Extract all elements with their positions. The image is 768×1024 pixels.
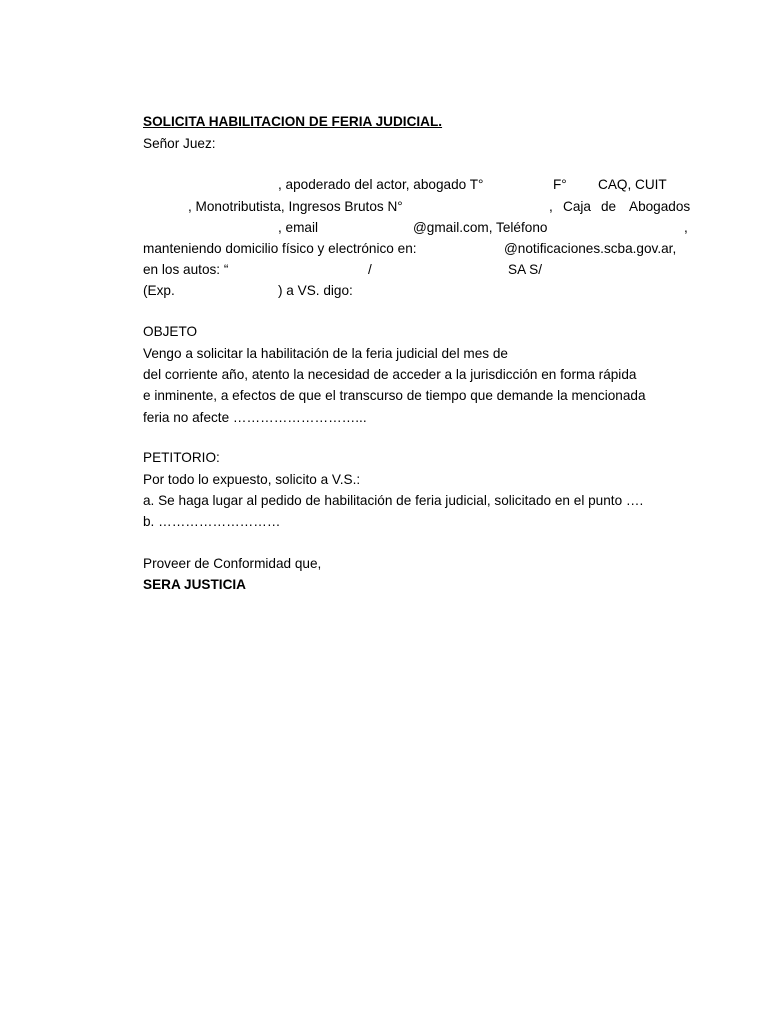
intro-line2-part2: , <box>549 199 553 214</box>
objeto-line-1: Vengo a solicitar la habilitación de la feria judicial del mes de <box>143 346 508 361</box>
intro-line6-part2: ) a VS. digo: <box>278 283 353 298</box>
closing-line-1: Proveer de Conformidad que, <box>143 556 322 571</box>
intro-line5-part3: SA S/ <box>508 262 543 277</box>
intro-line3-part2: @gmail.com, Teléfono <box>413 220 548 235</box>
intro-line5-part1: en los autos: “ <box>143 262 229 277</box>
intro-line6-part1: (Exp. <box>143 283 175 298</box>
intro-line5-part2: / <box>368 262 372 277</box>
document-title: SOLICITA HABILITACION DE FERIA JUDICIAL. <box>143 114 443 129</box>
salutation: Señor Juez: <box>143 136 216 151</box>
petitorio-heading: PETITORIO: <box>143 450 220 465</box>
intro-line2-part5: Abogados <box>629 199 691 214</box>
petitorio-line-1: Por todo lo expuesto, solicito a V.S.: <box>143 472 361 487</box>
closing-line-2: SERA JUSTICIA <box>143 577 246 592</box>
intro-line1-part1: , apoderado del actor, abogado T° <box>278 177 484 192</box>
objeto-line-2: del corriente año, atento la necesidad de acceder a la jurisdicción en forma rápida <box>143 367 637 382</box>
intro-line1-part3: CAQ, CUIT <box>598 177 667 192</box>
intro-line2-part4: de <box>601 199 617 214</box>
objeto-heading: OBJETO <box>143 324 198 339</box>
intro-line4-part1: manteniendo domicilio físico y electrónico en: <box>143 241 417 256</box>
intro-line4-part2: @notificaciones.scba.gov.ar, <box>504 241 677 256</box>
intro-line1-part2: F° <box>553 177 567 192</box>
intro-line2-part1: , Monotributista, Ingresos Brutos N° <box>188 199 403 214</box>
petitorio-line-2: a. Se haga lugar al pedido de habilitación de feria judicial, solicitado en el punto …. <box>143 493 644 508</box>
intro-line2-part3: Caja <box>563 199 591 214</box>
intro-line3-part1: , email <box>278 220 319 235</box>
objeto-line-3: e inminente, a efectos de que el transcurso de tiempo que demande la mencionada <box>143 388 646 403</box>
objeto-line-4: feria no afecte ………………………... <box>143 410 367 425</box>
intro-line3-part3: , <box>684 220 688 235</box>
petitorio-line-3: b. ……………………… <box>143 514 281 529</box>
